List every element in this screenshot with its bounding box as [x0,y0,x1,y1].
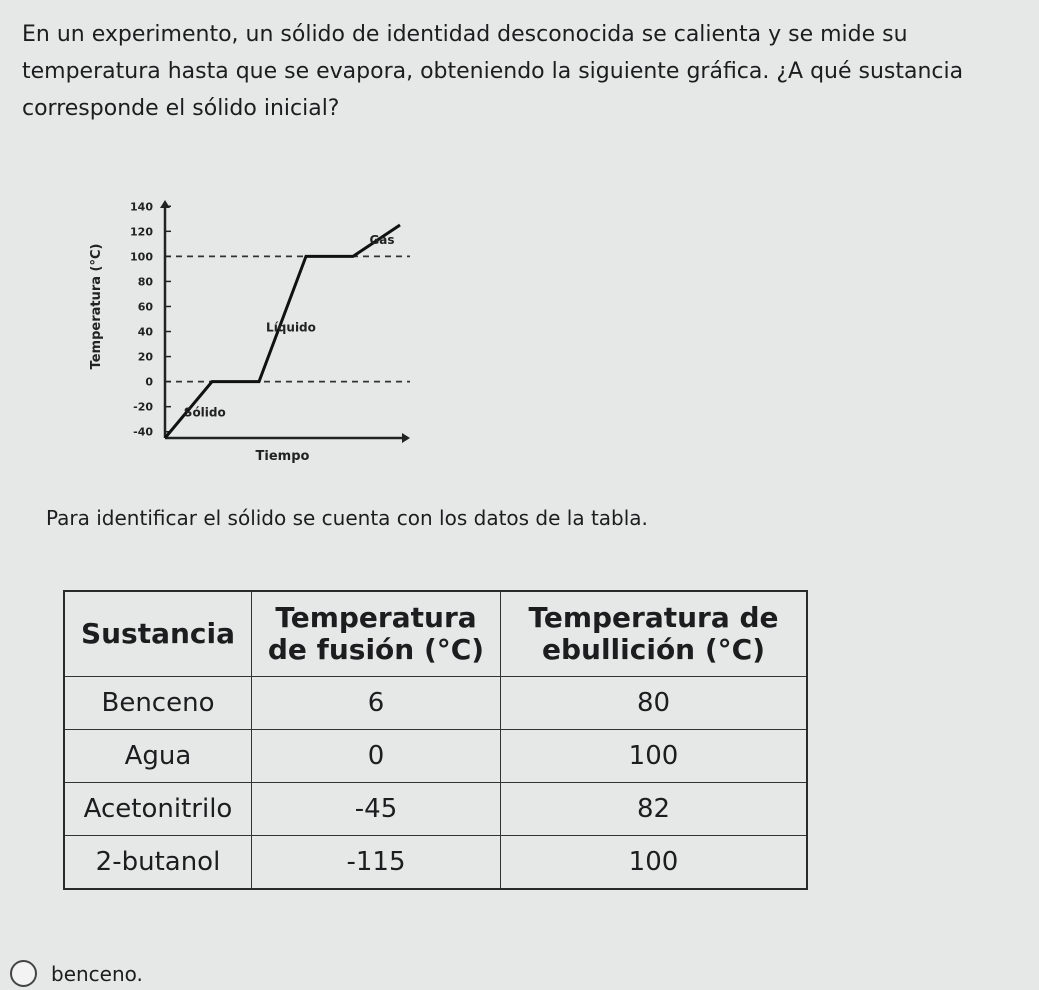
header-melting: Temperatura de fusión (°C) [252,591,501,677]
table-row [64,836,807,890]
option-label: benceno. [51,961,143,986]
y-tick-label: 60 [137,300,153,314]
question-text: En un experimento, un sólido de identidad desconocida se calienta y se mide su temperatura hasta que se evapora, obteniendo la siguiente gráfica. ¿A qué sustancia corresponde el sólido inicial? [22,22,964,121]
cell-boiling: 100 [501,836,808,890]
y-tick-label: 20 [137,350,153,364]
y-tick-label: 0 [145,375,153,389]
cell-substance: Acetonitrilo [64,783,252,836]
cell-boiling: 80 [501,677,808,730]
table-intro: Para identificar el sólido se cuenta con los datos de la tabla. [46,506,648,530]
cell-melting: 0 [252,730,501,783]
phase-label: Sólido [183,405,226,420]
cell-melting: -115 [252,836,501,890]
y-tick-label: 80 [137,275,153,289]
y-tick-label: -40 [133,425,153,439]
radio-button[interactable] [10,960,37,987]
x-axis-arrow [402,433,410,443]
y-tick-label: 120 [130,225,153,239]
cell-substance: 2-butanol [64,836,252,890]
phase-label: Líquido [266,320,316,335]
x-axis-label: Tiempo [255,449,310,464]
table-header-row [64,591,807,677]
y-tick-label: 100 [130,250,153,264]
cell-boiling: 100 [501,730,808,783]
y-tick-label: -20 [133,400,153,414]
cell-substance: Agua [64,730,252,783]
header-substance: Sustancia [64,591,252,677]
cell-melting: 6 [252,677,501,730]
table-row [64,677,807,730]
answer-option-benceno[interactable] [10,960,143,987]
y-tick-label: 140 [130,200,153,214]
phase-change-chart [60,190,440,474]
cell-substance: Benceno [64,677,252,730]
table-row [64,730,807,783]
y-tick-label: 40 [137,325,153,339]
y-axis-label: Temperatura (°C) [89,243,104,370]
phase-label: Gas [369,232,395,247]
header-boiling: Temperatura de ebullición (°C) [501,591,808,677]
table-row [64,783,807,836]
substance-table [63,590,808,890]
cell-melting: -45 [252,783,501,836]
cell-boiling: 82 [501,783,808,836]
